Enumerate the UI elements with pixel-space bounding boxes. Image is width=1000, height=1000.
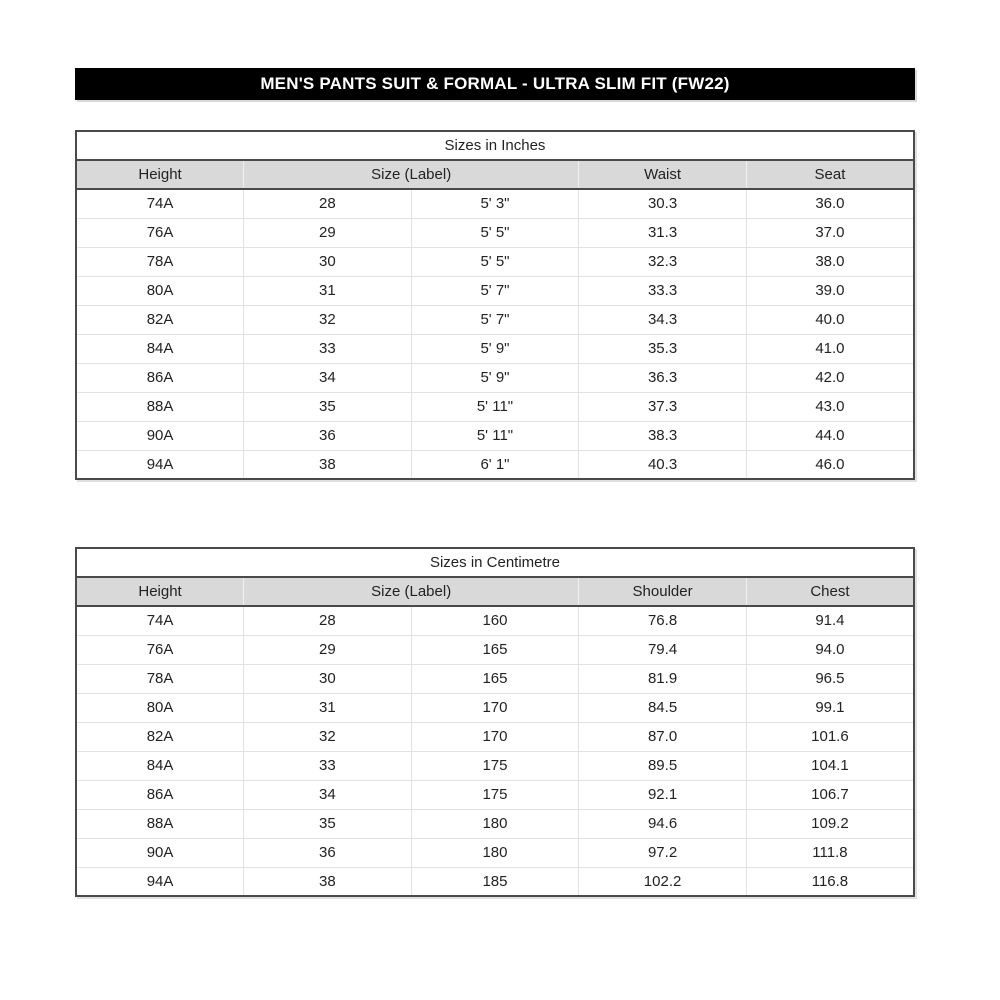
table-cell: 88A: [76, 809, 244, 838]
table-cell: 99.1: [746, 693, 914, 722]
table-cell: 94.6: [579, 809, 747, 838]
table-cell: 165: [411, 635, 579, 664]
table-cell: 37.3: [579, 392, 747, 421]
table-row: [76, 189, 914, 218]
table-cell: 31: [244, 276, 412, 305]
table-cell: 5' 5": [411, 247, 579, 276]
table-cell: 90A: [76, 838, 244, 867]
table-cell: 76A: [76, 218, 244, 247]
table-cell: 5' 5": [411, 218, 579, 247]
table-cell: 28: [244, 189, 412, 218]
table-cell: 160: [411, 606, 579, 635]
column-header-waist: Waist: [579, 160, 747, 189]
table-row: [76, 780, 914, 809]
table-cell: 96.5: [746, 664, 914, 693]
table-cell: 175: [411, 780, 579, 809]
table-cell: 80A: [76, 276, 244, 305]
column-header-height: Height: [76, 577, 244, 606]
table-cell: 41.0: [746, 334, 914, 363]
table-cell: 38.3: [579, 421, 747, 450]
table-row: [76, 693, 914, 722]
table-cell: 101.6: [746, 722, 914, 751]
table-row: [76, 606, 914, 635]
table-cell: 30: [244, 664, 412, 693]
table-cell: 90A: [76, 421, 244, 450]
page-title: MEN'S PANTS SUIT & FORMAL - ULTRA SLIM FIT (FW22): [260, 74, 730, 93]
table-cell: 34: [244, 363, 412, 392]
table-cell: 32.3: [579, 247, 747, 276]
table-cell: 35: [244, 392, 412, 421]
sizes-in-centimetre-table: [75, 547, 915, 897]
table-cell: 111.8: [746, 838, 914, 867]
cm-table-body: [76, 606, 914, 896]
table-cell: 89.5: [579, 751, 747, 780]
table-cell: 38.0: [746, 247, 914, 276]
inches-table-body: [76, 189, 914, 479]
table-cell: 46.0: [746, 450, 914, 479]
table-cell: 30.3: [579, 189, 747, 218]
column-header-height: Height: [76, 160, 244, 189]
table-cell: 29: [244, 635, 412, 664]
sizes-in-inches-table: [75, 130, 915, 480]
table-title: Sizes in Centimetre: [76, 548, 914, 577]
table-cell: 33.3: [579, 276, 747, 305]
table-cell: 84A: [76, 751, 244, 780]
column-header-seat: Seat: [746, 160, 914, 189]
table-cell: 5' 11": [411, 392, 579, 421]
table-cell: 88A: [76, 392, 244, 421]
table-cell: 5' 11": [411, 421, 579, 450]
inches-table-head: [76, 131, 914, 189]
table-cell: 109.2: [746, 809, 914, 838]
table-cell: 94A: [76, 867, 244, 896]
table-cell: 102.2: [579, 867, 747, 896]
title-banner: [75, 68, 915, 100]
table-cell: 165: [411, 664, 579, 693]
table-cell: 32: [244, 305, 412, 334]
table-cell: 76.8: [579, 606, 747, 635]
table-cell: 5' 9": [411, 334, 579, 363]
column-header-size-label: Size (Label): [244, 577, 579, 606]
column-header-chest: Chest: [746, 577, 914, 606]
table-header-row: [76, 577, 914, 606]
table-row: [76, 421, 914, 450]
table-cell: 29: [244, 218, 412, 247]
table-row: [76, 363, 914, 392]
column-header-shoulder: Shoulder: [579, 577, 747, 606]
table-cell: 80A: [76, 693, 244, 722]
table-cell: 5' 7": [411, 305, 579, 334]
table-row: [76, 334, 914, 363]
table-cell: 78A: [76, 664, 244, 693]
table-cell: 87.0: [579, 722, 747, 751]
table-cell: 32: [244, 722, 412, 751]
table-cell: 31: [244, 693, 412, 722]
table-cell: 30: [244, 247, 412, 276]
table-cell: 76A: [76, 635, 244, 664]
table-cell: 28: [244, 606, 412, 635]
table-row: [76, 664, 914, 693]
table-cell: 180: [411, 838, 579, 867]
table-cell: 33: [244, 334, 412, 363]
table-cell: 43.0: [746, 392, 914, 421]
table-cell: 42.0: [746, 363, 914, 392]
table-cell: 175: [411, 751, 579, 780]
table-cell: 84.5: [579, 693, 747, 722]
table-cell: 36: [244, 421, 412, 450]
table-row: [76, 305, 914, 334]
table-cell: 116.8: [746, 867, 914, 896]
table-header-row: [76, 160, 914, 189]
table-cell: 39.0: [746, 276, 914, 305]
table-cell: 180: [411, 809, 579, 838]
table-row: [76, 751, 914, 780]
table-row: [76, 722, 914, 751]
table-cell: 97.2: [579, 838, 747, 867]
table-cell: 35: [244, 809, 412, 838]
table-cell: 38: [244, 867, 412, 896]
cm-table-head: [76, 548, 914, 606]
table-cell: 106.7: [746, 780, 914, 809]
table-cell: 86A: [76, 780, 244, 809]
table-row: [76, 838, 914, 867]
table-cell: 44.0: [746, 421, 914, 450]
table-cell: 5' 7": [411, 276, 579, 305]
table-cell: 5' 3": [411, 189, 579, 218]
table-cell: 86A: [76, 363, 244, 392]
table-cell: 34.3: [579, 305, 747, 334]
table-cell: 104.1: [746, 751, 914, 780]
table-row: [76, 247, 914, 276]
table-cell: 170: [411, 693, 579, 722]
table-cell: 36.3: [579, 363, 747, 392]
table-cell: 31.3: [579, 218, 747, 247]
table-row: [76, 635, 914, 664]
table-cell: 34: [244, 780, 412, 809]
table-title-row: [76, 548, 914, 577]
table-cell: 81.9: [579, 664, 747, 693]
table-cell: 91.4: [746, 606, 914, 635]
table-row: [76, 392, 914, 421]
table-cell: 74A: [76, 606, 244, 635]
table-title: Sizes in Inches: [76, 131, 914, 160]
table-row: [76, 218, 914, 247]
table-cell: 40.3: [579, 450, 747, 479]
column-header-size-label: Size (Label): [244, 160, 579, 189]
table-cell: 38: [244, 450, 412, 479]
table-cell: 37.0: [746, 218, 914, 247]
table-cell: 79.4: [579, 635, 747, 664]
table-cell: 36.0: [746, 189, 914, 218]
table-cell: 5' 9": [411, 363, 579, 392]
table-row: [76, 809, 914, 838]
table-cell: 82A: [76, 722, 244, 751]
table-row: [76, 867, 914, 896]
table-title-row: [76, 131, 914, 160]
table-cell: 170: [411, 722, 579, 751]
table-cell: 33: [244, 751, 412, 780]
table-cell: 94A: [76, 450, 244, 479]
table-cell: 40.0: [746, 305, 914, 334]
table-cell: 36: [244, 838, 412, 867]
table-cell: 185: [411, 867, 579, 896]
table-cell: 74A: [76, 189, 244, 218]
table-cell: 78A: [76, 247, 244, 276]
table-cell: 82A: [76, 305, 244, 334]
table-cell: 94.0: [746, 635, 914, 664]
table-cell: 92.1: [579, 780, 747, 809]
table-row: [76, 450, 914, 479]
table-row: [76, 276, 914, 305]
table-cell: 35.3: [579, 334, 747, 363]
table-cell: 6' 1": [411, 450, 579, 479]
table-cell: 84A: [76, 334, 244, 363]
